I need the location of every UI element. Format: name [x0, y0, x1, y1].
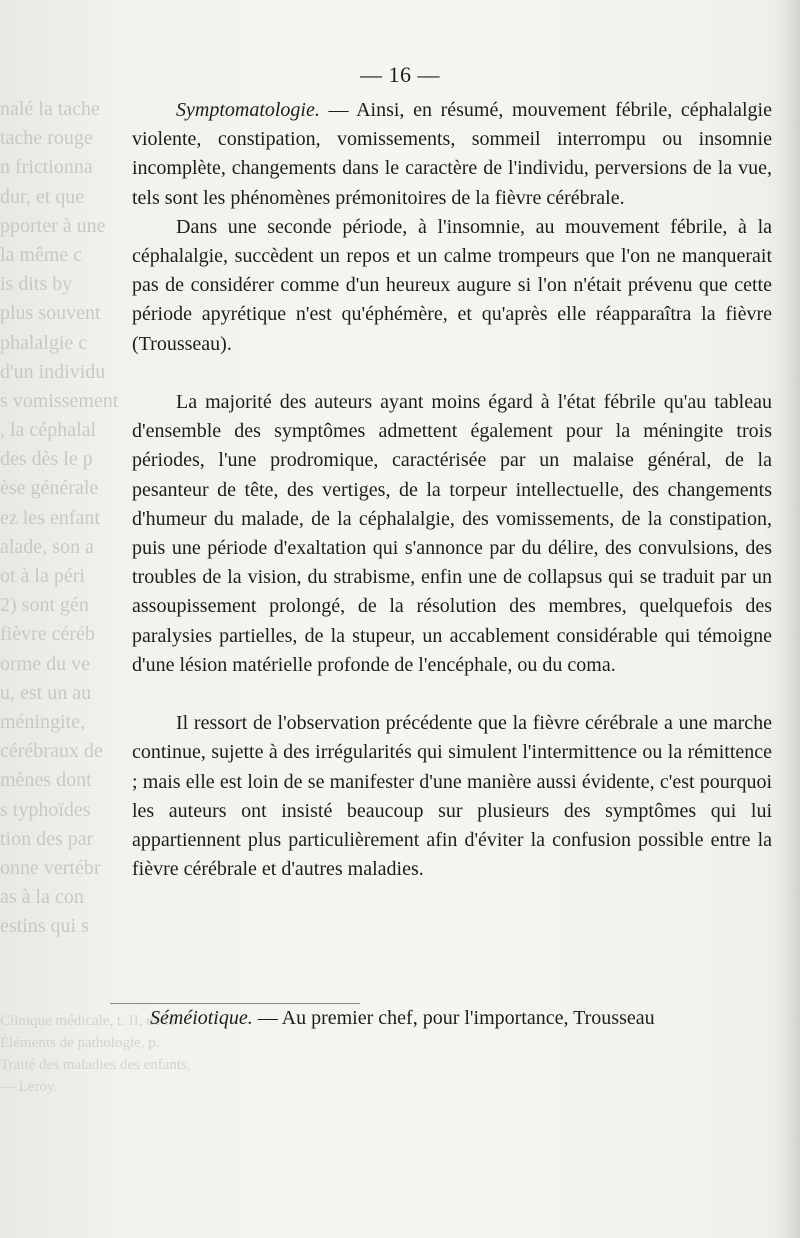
paragraph-majorite-auteurs — [132, 388, 772, 680]
paragraph-text: Dans une seconde période, à l'insomnie, au mouvement fébrile, à la céphalalgie, succèdent un repos et un calme trompeurs que l'on ne manquerait pas de considérer comme d'un heureux augure si l'on n'était prévenu que cette période apyrétique n'est qu'éphémère, et qu'après elle réapparaîtra la fièvre (Trousseau). — [132, 215, 772, 355]
footnote-divider — [110, 1003, 360, 1004]
page-edge-shadow — [782, 0, 800, 1238]
paragraph-text: Il ressort de l'observation précédente que la fièvre cérébrale a une marche continue, sujette à des irrégularités qui simulent l'intermittence ou la rémittence ; mais elle est loin de se manifester d'une manière aussi évidente, c'est pourquoi les auteurs ont insisté beaucoup sur plusieurs des symptômes qui lui appartiennent plus particulièrement afin d'éviter la confusion possible entre la fièvre cérébrale et d'autres maladies. — [132, 712, 772, 881]
paragraph-seconde-periode — [132, 213, 772, 359]
section-heading: Symptomatologie. — [176, 99, 320, 121]
paragraph-observation — [132, 709, 772, 884]
footnote-heading: Séméiotique. — [150, 1007, 253, 1029]
facing-page-bleed-through: nalé la tache tache rouge n frictionna dur, et que pporter à une la même c is dits by plus souvent phalalgie c d'un individu s vomissement , la céphalal des dès le p èse générale ez les enfant alade, son a ot à la péri 2) sont gén fièvre céréb orme du ve u, est un au méningite, cérébraux de mènes dont s typhoïdes tion des par onne vertébr as à la con estins qui s — [0, 98, 119, 938]
page-number: — 16 — — [360, 62, 440, 87]
paragraph-text: La majorité des auteurs ayant moins égard à l'état fébrile qu'au tableau d'ensemble des symptômes admettent également pour la méningite trois périodes, l'une prodromique, caractérisée par un malaise général, de la pesanteur de tête, des vertiges, de la torpeur intellectuelle, des changements d'humeur du malade, de la céphalalgie, des vomissements, de la constipation, puis une période d'exaltation qui s'annonce par du délire, des convulsions, des troubles de la vision, du strabisme, enfin une de collapsus qui se traduit par un assoupissement prolongé, de la résolution des membres, quelquefois des paralysies partielles, de la stupeur, un accablement considérable qui témoigne d'une lésion matérielle profonde de l'encéphale, ou du coma. — [132, 391, 772, 676]
facing-footnote-bleed-through: Clinique médicale, t. II, de la Éléments de pathologie, p. Traité des maladies des enfants, — Leroy. — [0, 1013, 191, 1095]
body-text — [132, 96, 772, 884]
paragraph-symptomatologie — [132, 96, 772, 213]
paragraph-text: — Ainsi, en résumé, mouvement fébrile, céphalalgie violente, constipation, vomissements, sommeil interrompu ou insomnie incomplète, changements dans le caractère de l'individu, perversions de la vue, tels sont les phénomènes prémonitoires de la fièvre cérébrale. — [132, 99, 772, 209]
footnote-semeiotique — [118, 1005, 778, 1031]
footnote-text: — Au premier chef, pour l'importance, Trousseau — [252, 1007, 655, 1029]
